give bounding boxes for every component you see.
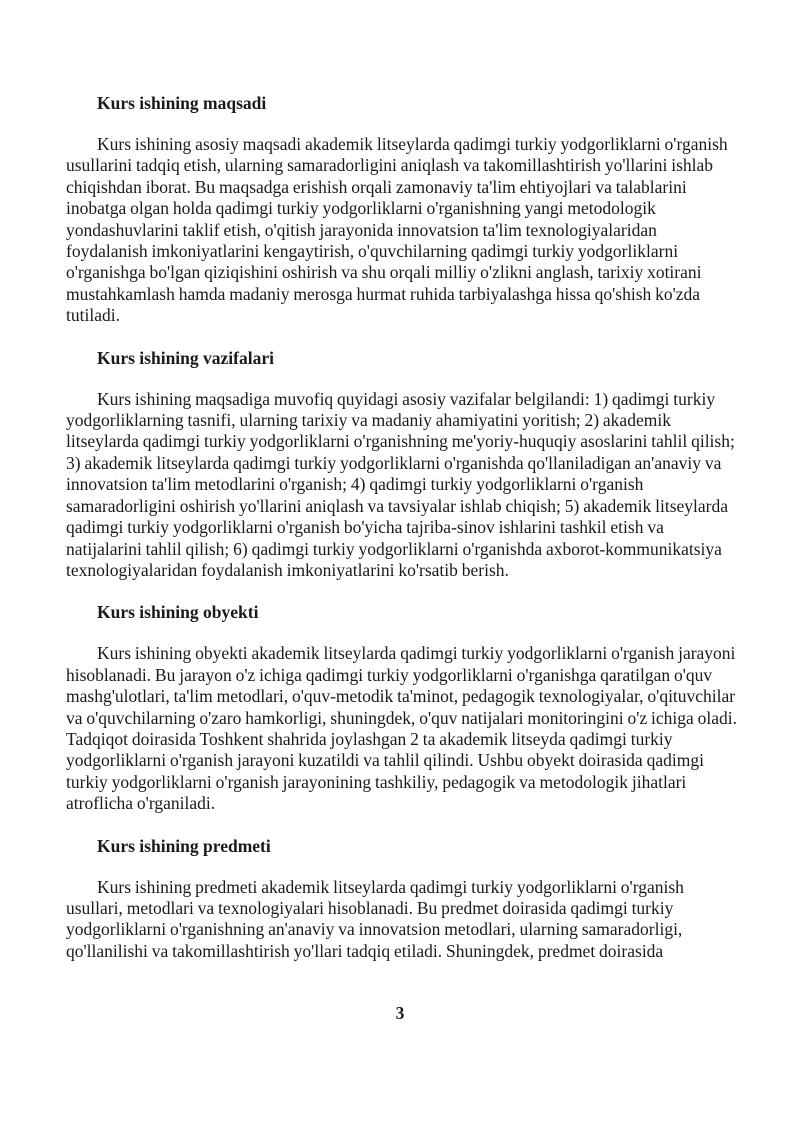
section-obyekti: [66, 601, 741, 814]
section-paragraph: Kurs ishining predmeti akademik litseylarda qadimgi turkiy yodgorliklarni o'rganish usullari, metodlari va texnologiyalari hisoblanadi. Bu predmet doirasida qadimgi turkiy yodgorliklarni o'rganishning an'anaviy va innovatsion metodlari, ularning samaradorligi, qo'llanilishi va takomillashtirish yo'llari tadqiq etiladi. Shuningdek, predmet doirasida: [66, 876, 684, 961]
section-vazifalari: [66, 347, 741, 582]
document-page: [66, 92, 741, 982]
section-paragraph: Kurs ishining maqsadiga muvofiq quyidagi asosiy vazifalar belgilandi: 1) qadimgi turkiy yodgorliklarning tasnifi, ularning tarixiy va madaniy ahamiyatini yoritish; 2) akademik litseylarda qadimgi turkiy yodgorliklarni o'rganishning me'yoriy-huquqiy asoslarini tahlil qilish; 3) akademik litseylarda qadimgi turkiy yodgorliklarni o'rganishda qo'llaniladigan an'anaviy va innovatsion ta'lim metodlarini o'rganish; 4) qadimgi turkiy yodgorliklarni o'rganish samaradorligini oshirish yo'llarini aniqlash va tavsiyalar ishlab chiqish; 5) akademik litseylarda qadimgi turkiy yodgorliklarni o'rganish bo'yicha tajriba-sinov ishlarini tashkil etish va natijalarini tahlil qilish; 6) qadimgi turkiy yodgorliklarni o'rganishda axborot-kommunikatsiya texnologiyalaridan foydalanish imkoniyatlarini ko'rsatib berish.: [66, 388, 735, 580]
section-heading: Kurs ishining obyekti: [97, 602, 259, 623]
section-heading: Kurs ishining predmeti: [97, 835, 271, 856]
section-paragraph: Kurs ishining obyekti akademik litseylarda qadimgi turkiy yodgorliklarni o'rganish jarayoni hisoblanadi. Bu jarayon o'z ichiga qadimgi turkiy yodgorliklarni o'rganishga qaratilgan o'quv mashg'ulotlari, ta'lim metodlari, o'quv-metodik ta'minot, pedagogik texnologiyalar, o'qituvchilar va o'quvchilarning o'zaro hamkorligi, shuningdek, o'quv natijalari monitoringini o'z ichiga oladi. Tadqiqot doirasida Toshkent shahrida joylashgan 2 ta akademik litseyda qadimgi turkiy yodgorliklarni o'rganish jarayoni kuzatildi va tahlil qilindi. Ushbu obyekt doirasida qadimgi turkiy yodgorliklarni o'rganish jarayonining tashkiliy, pedagogik va metodologik jihatlari atroflicha o'rganiladi.: [66, 643, 738, 814]
section-heading: Kurs ishining vazifalari: [97, 347, 274, 368]
section-heading: Kurs ishining maqsadi: [97, 93, 267, 113]
section-predmeti: [66, 835, 741, 963]
section-maqsadi: [66, 92, 741, 327]
page-number: 3: [395, 1003, 405, 1023]
section-paragraph: Kurs ishining asosiy maqsadi akademik litseylarda qadimgi turkiy yodgorliklarni o'rganish usullarini tadqiq etish, ularning samaradorligini aniqlash va takomillashtirish yo'llarini ishlab chiqishdan iborat. Bu maqsadga erishish orqali zamonaviy ta'lim ehtiyojlari va talablarini inobatga olgan holda qadimgi turkiy yodgorliklarni o'rganishning yangi metodologik yondashuvlarini taklif etish, o'qitish jarayonida innovatsion ta'lim texnologiyalaridan foydalanish imkoniyatlarini kengaytirish, o'quvchilarning qadimgi turkiy yodgorliklarni o'rganishga bo'lgan qiziqishini oshirish va shu orqali milliy o'zlikni anglash, tarixiy xotirani mustahkamlash hamda madaniy merosga hurmat ruhida tarbiyalashga hissa qo'shish ko'zda tutiladi.: [66, 134, 728, 326]
